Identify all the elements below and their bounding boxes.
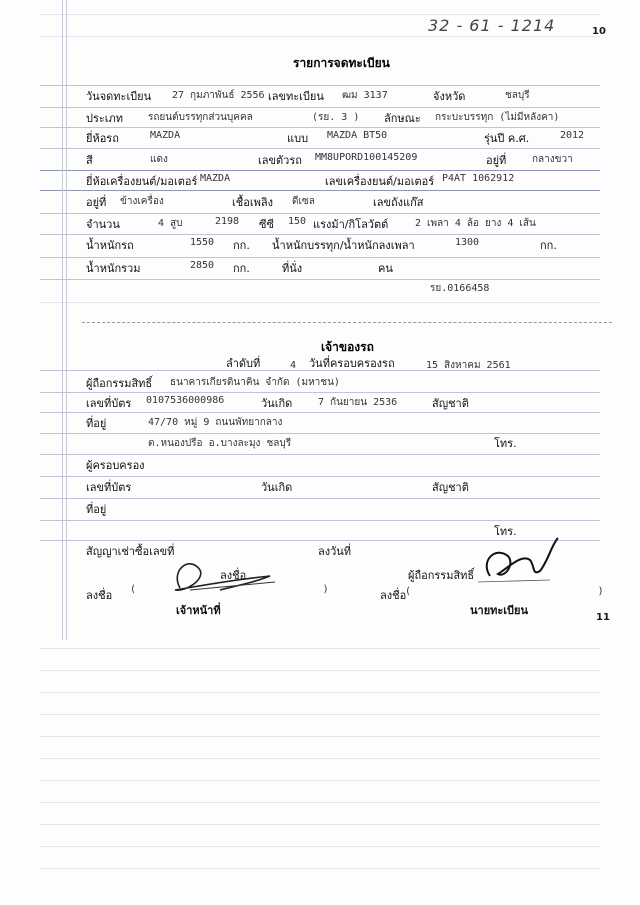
- engine-brand-label: ยี่ห้อเครื่องยนต์/มอเตอร์: [86, 175, 198, 188]
- cylinder-label: จำนวน: [86, 218, 120, 231]
- registrar-name-bracket: ( ): [405, 586, 604, 597]
- engine-no-value: P4AT 1062912: [442, 173, 515, 184]
- registrar-title: นายทะเบียน: [470, 604, 529, 617]
- owner-id-value: 0107536000986: [146, 395, 225, 406]
- axle-value: 2 เพลา 4 ล้อ ยาง 4 เส้น: [415, 218, 536, 229]
- officer-name-bracket: ( ): [130, 584, 329, 595]
- province-value: ชลบุรี: [505, 90, 530, 101]
- holder-label: ผู้ถือกรรมสิทธิ์: [408, 569, 475, 582]
- color-label: สี: [86, 154, 93, 167]
- gross-weight-value: 2850: [190, 260, 215, 271]
- province-label: จังหวัด: [433, 90, 466, 103]
- possessor-label: ผู้ครอบครอง: [86, 459, 145, 472]
- owner-value: ธนาคารเกียรตินาคิน จำกัด (มหาชน): [170, 377, 340, 388]
- lease-date-label: ลงวันที่: [318, 545, 352, 558]
- page-number-top: 10: [592, 26, 606, 37]
- chassis-location-label: อยู่ที่: [486, 154, 507, 167]
- model-value: MAZDA BT50: [327, 130, 388, 141]
- engine-location-label: อยู่ที่: [86, 196, 107, 209]
- engine-location-value: ข้างเครื่อง: [120, 196, 164, 207]
- owner-dob-value: 7 กันยายน 2536: [318, 397, 398, 408]
- chassis-value: MM8UPORD100145209: [315, 152, 418, 163]
- officer-sign-top-label: ลงชื่อ: [220, 569, 247, 582]
- style-value: กระบะบรรทุก (ไม่มีหลังคา): [435, 112, 560, 123]
- style-label: ลักษณะ: [384, 112, 421, 125]
- type-label: ประเภท: [86, 112, 124, 125]
- seat-label: ที่นั่ง: [282, 262, 303, 275]
- brand-label: ยี่ห้อรถ: [86, 132, 119, 145]
- cylinder-value: 4 สูบ: [158, 218, 183, 229]
- color-value: แดง: [150, 154, 168, 165]
- hp-label: แรงม้า/กิโลวัตต์: [313, 218, 389, 231]
- chassis-label: เลขตัวรถ: [258, 154, 302, 167]
- officer-signature: [160, 550, 290, 600]
- possessor-address-label: ที่อยู่: [86, 503, 107, 516]
- owner-address-line1: 47/70 หมู่ 9 ถนนพัทยากลาง: [148, 417, 283, 428]
- brand-value: MAZDA: [150, 130, 181, 141]
- load-label: น้ำหนักบรรทุก/น้ำหนักลงเพลา: [272, 239, 415, 252]
- possession-date-value: 15 สิงหาคม 2561: [426, 360, 511, 371]
- lease-contract-label: สัญญาเช่าซื้อเลขที่: [86, 545, 175, 558]
- owner-tel-label: โทร.: [494, 437, 517, 450]
- order-label: ลำดับที่: [226, 357, 261, 370]
- hp-value: 150: [288, 216, 307, 227]
- possession-date-label: วันที่ครอบครองรถ: [309, 357, 395, 370]
- year-label: รุ่นปี ค.ศ.: [484, 132, 530, 145]
- load-value: 1300: [455, 237, 480, 248]
- order-value: 4: [290, 360, 297, 371]
- gas-tank-label: เลขถังแก๊ส: [373, 196, 424, 209]
- fuel-value: ดีเซล: [292, 196, 315, 207]
- possessor-id-label: เลขที่บัตร: [86, 481, 132, 494]
- gross-weight-unit: กก.: [233, 262, 250, 275]
- owner-label: ผู้ถือกรรมสิทธิ์: [86, 377, 153, 390]
- weight-label: น้ำหนักรถ: [86, 239, 134, 252]
- reg-date-value: 27 กุมภาพันธ์ 2556: [172, 90, 265, 101]
- load-unit: กก.: [540, 239, 557, 252]
- registration-title: รายการจดทะเบียน: [293, 56, 390, 70]
- model-label: แบบ: [287, 132, 309, 145]
- cc-label: ซีซี: [259, 218, 274, 231]
- possessor-dob-label: วันเกิด: [261, 481, 293, 494]
- reg-date-label: วันจดทะเบียน: [86, 90, 152, 103]
- type-value: รถยนต์บรรทุกส่วนบุคคล: [148, 112, 253, 123]
- engine-no-label: เลขเครื่องยนต์/มอเตอร์: [325, 175, 435, 188]
- engine-brand-value: MAZDA: [200, 173, 231, 184]
- possessor-nationality-label: สัญชาติ: [432, 481, 469, 494]
- reg-no-label: เลขทะเบียน: [268, 90, 324, 103]
- owner-nationality-label: สัญชาติ: [432, 397, 469, 410]
- page-number-bottom: 11: [596, 612, 610, 623]
- rc-value: (รย. 3 ): [312, 112, 360, 123]
- document-number: รย.0166458: [430, 283, 490, 294]
- weight-unit: กก.: [233, 239, 250, 252]
- year-value: 2012: [560, 130, 585, 141]
- handwritten-reference: 32 - 61 - 1214: [428, 16, 556, 35]
- officer-title: เจ้าหน้าที่: [176, 604, 221, 617]
- chassis-location-value: กลางขวา: [532, 154, 573, 165]
- registrar-sign-label: ลงชื่อ: [380, 589, 407, 602]
- possessor-tel-label: โทร.: [494, 525, 517, 538]
- registrar-signature: [470, 536, 560, 591]
- officer-sign-label: ลงชื่อ: [86, 589, 113, 602]
- seat-unit: คน: [378, 262, 393, 275]
- owner-title: เจ้าของรถ: [321, 340, 374, 354]
- owner-id-label: เลขที่บัตร: [86, 397, 132, 410]
- gross-weight-label: น้ำหนักรวม: [86, 262, 141, 275]
- fuel-label: เชื้อเพลิง: [232, 196, 273, 209]
- weight-value: 1550: [190, 237, 215, 248]
- owner-dob-label: วันเกิด: [261, 397, 293, 410]
- owner-address-label: ที่อยู่: [86, 417, 107, 430]
- owner-address-line2: ต.หนองปรือ อ.บางละมุง ชลบุรี: [148, 438, 292, 449]
- cc-value: 2198: [215, 216, 240, 227]
- reg-no-value: ฒม 3137: [342, 90, 388, 101]
